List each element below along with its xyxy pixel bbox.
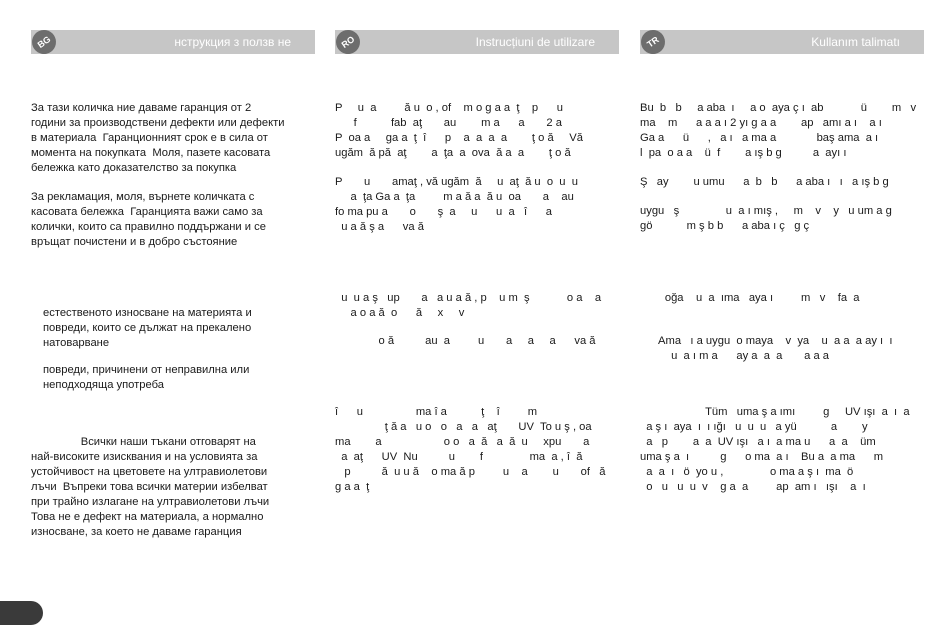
uv-paragraph: î u ma î a ţ î m ţ ă a u o o a a aţ UV To u ş , oa ma a o o a ă a ă u xpu a a aţ UV Nu u f ma a , î ă p ă u u ă o ma ă p u a u of ă g a a ţ — [335, 406, 606, 493]
complaint-paragraph: Ş ay u umu a b b a aba ı ı a ış b g — [640, 176, 889, 188]
section-header-tr — [640, 30, 924, 54]
exclusion-wear-item: oğa u a ıma aya ı m v fa a — [640, 292, 860, 304]
exclusion-misuse-item: повреди, причинени от неправилна или неподходяща употреба — [43, 364, 250, 391]
warranty-paragraph: Bu b b a aba ı a o aya ç ı ab ü m v ma m a a a ı 2 yı g a a ap amı a ı a ı Ga a ü , a ı a ma a baş ama a ı l pa o a a ü f a ış b g a ayı ı — [640, 102, 917, 159]
warranty-condition-paragraph: uygu ş u a ı mış , m v y u um a g gö m ş b b a aba ı ç g ç — [640, 205, 892, 232]
warranty-paragraph: P u a ă u o , of m o g a a ţ p u f fab aţ au m a a 2 a P oa a ga a ţ î p a a a a ţ o ă Vă ugăm ă pă aţ a ţa a ova ă a a ţ o ă — [335, 102, 583, 159]
uv-paragraph: Tüm uma ş a ımı g UV ışı a ı a a ş ı aya ı ı ığı u u u a yü a y a p a a UV ışı a ı a ma u a a üm uma ş a ı g o ma a ı Bu a a ma m a a ı ö yo u , o ma a ş ı ma ö o u u u v g a a ap am ı ışı a ı — [640, 406, 910, 493]
section-title-tr: Kullanım talimatı — [811, 35, 900, 49]
complaint-paragraph: P u amaţ , vă ugăm ă u aţ ă u o u u a ţa Ga a ţa m a ă a ă u oa a au fo ma pu a o ş a u u a î a u a ă ş a va ă — [335, 176, 578, 233]
column-turkish — [640, 0, 924, 641]
section-header-bg — [31, 30, 315, 54]
exclusion-misuse-item: o ă au a u a a a va ă — [335, 335, 596, 347]
language-badge-bg: BG — [27, 25, 60, 58]
uv-paragraph: Всички наши тъкани отговарят на най-високите изисквания и на условията за устойчивост на цветовете на ултравиолетови лъчи Въпреки това всички материи избелват при трайно излагане на ултравиолетови лъчи Това не е дефект на материала, а нормално износване, за което не даваме гаранция — [31, 436, 270, 538]
exclusion-misuse-item: Ama ı a uygu o maya v ya u a a a ay ı ı u a ı m a ay a a a a a a — [658, 335, 893, 362]
column-romanian — [335, 0, 619, 641]
language-badge-ro: RO — [331, 25, 364, 58]
complaint-paragraph: За рекламация, моля, върнете количката с касовата бележка Гаранцията важи само за колички, които са правилно поддържани и се връщат почистени и в добро състояние — [31, 191, 266, 248]
page-number-tab — [0, 601, 43, 625]
exclusion-wear-item: естественото износване на материята и повреди, които се дължат на прекалено натоварване — [43, 307, 252, 349]
language-badge-tr: TR — [636, 25, 669, 58]
warranty-paragraph: За тази количка ние даваме гаранция от 2 години за производствени дефекти или дефекти в материала Гаранционният срок е в сила от момента на покупката Моля, пазете касовата бележка като доказателство за покупка — [31, 102, 285, 174]
section-title-ro: Instrucțiuni de utilizare — [475, 35, 595, 49]
exclusion-wear-item: u u a ş up a a u a ă , p u m ş o a a a o a ă o ă x v — [341, 292, 602, 319]
column-bulgarian — [31, 0, 315, 641]
section-header-ro — [335, 30, 619, 54]
section-title-bg: нструкция з ползв не — [174, 35, 291, 49]
